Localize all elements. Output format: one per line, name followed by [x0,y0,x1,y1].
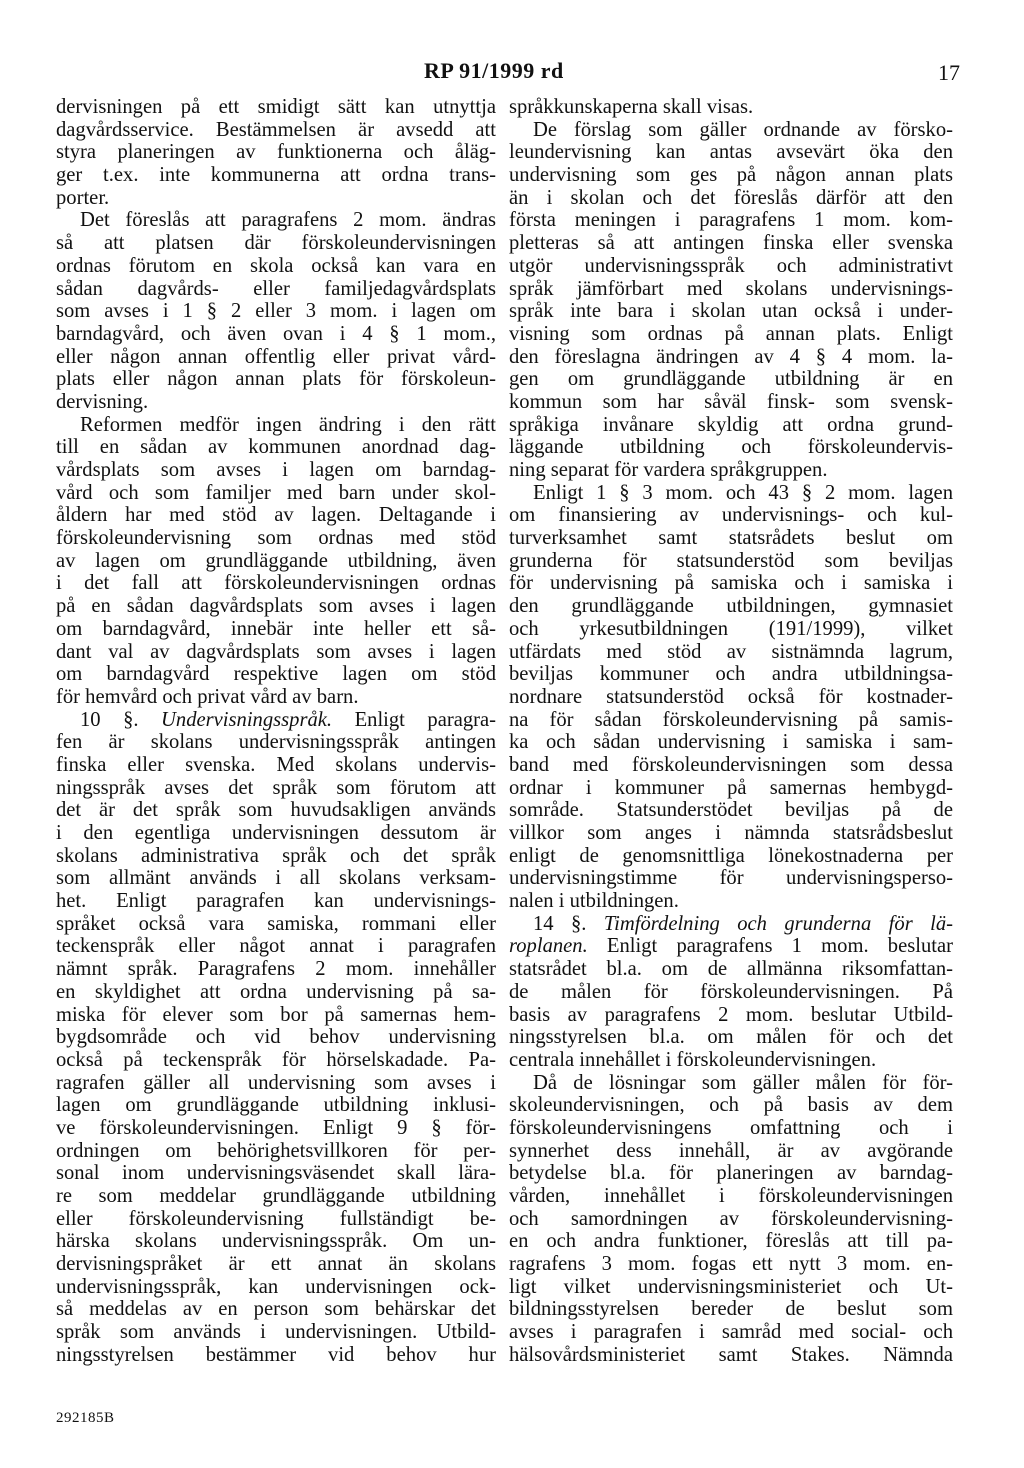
text-line: undervisningstimme för undervisningsperso- [509,867,953,890]
text-line: na för sådan förskoleundervisning på samis- [509,708,953,731]
line-text: Enligt paragrafens 1 mom. beslutar [587,935,953,958]
text-line: sådan dagvårds- eller familjedagvårdsplats [56,277,496,300]
right-text-column [509,96,953,1367]
text-line: dagvårdsservice. Bestämmelsen är avsedd att [56,118,496,141]
text-line: så meddelas av en person som behärskar det [56,1298,496,1321]
text-line: i det fall att förskoleundervisningen ordnas [56,572,496,595]
text-line: dervisningen på ett smidigt sätt kan utnyttja [56,96,496,118]
text-line: och samordningen av förskoleundervisning- [509,1207,953,1230]
text-line: pletteras så att antingen finska eller svenska [509,232,953,255]
text-line: åldern har med stöd av lagen. Deltagande i [56,504,496,527]
text-line: av lagen om grundläggande utbildning, även [56,549,496,572]
text-line: plats eller någon annan plats för förskoleun- [56,368,496,391]
text-line: synnerhet dess innehåll, är av avgörande [509,1139,953,1162]
text-line: en skyldighet att ordna undervisning på sa- [56,980,496,1003]
text-line: än i skolan och det föreslås därför att den [509,186,953,209]
line-text: Enligt paragra- [332,708,496,731]
text-line: barndagvård, och även ovan i 4 § 1 mom., [56,322,496,345]
text-line: porter. [56,186,110,209]
text-line: Enligt 1 § 3 mom. och 43 § 2 mom. lagen [533,481,953,504]
text-line: styra planeringen av funktionerna och åläg- [56,141,496,164]
line-text: 14 §. [533,912,604,935]
text-line: villkor som anges i nämnda statsrådsbeslut [509,822,953,844]
text-line: vård och som familjer med barn under skol- [56,481,496,504]
text-line: skolans administrativa språk och det språk [56,844,496,867]
text-line: en och andra funktioner, föreslås att till pa- [509,1230,953,1253]
text-line [509,913,953,936]
section-heading: Undervisningsspråk. [161,708,333,731]
text-line: till en sådan av kommunen anordnad dag- [56,436,496,459]
text-line: om finansiering av undervisnings- och kul- [509,504,953,527]
text-line: ningsspråk avses det språk som förutom att [56,776,496,799]
text-line: för hemvård och privat vård av barn. [56,685,359,708]
text-line: Reformen medför ingen ändring i den rätt [80,413,496,436]
text-line: de målen för förskoleundervisningen. På [509,980,953,1003]
text-line: om barndagvård respektive lagen om stöd [56,663,496,686]
text-line: nordnare statsunderstöd också för kostnader- [509,685,953,708]
text-line: sområde. Statsunderstödet beviljas på de [509,799,953,822]
text-line: språk inte bara i skolan utan också i under- [509,300,953,323]
text-line: centrala innehållet i förskoleundervisningen. [509,1048,877,1071]
text-line: De förslag som gäller ordnande av försko- [533,118,953,141]
text-line: vården, innehållet i förskoleundervisningen [509,1185,953,1207]
text-line: som allmänt används i all skolans verksam- [56,867,496,890]
text-line: på en sådan dagvårdsplats som avses i lagen [56,595,496,618]
text-line: undervisningsspråk, kan undervisningen ock- [56,1275,496,1298]
text-line: ka och sådan undervisning i samiska i sam- [509,731,953,754]
text-line: statsrådet bl.a. om de allmänna riksomfattan- [509,958,953,981]
text-line: det är det språk som huvudsakligen används [56,799,496,822]
text-line: band med förskoleundervisningen som dessa [509,753,953,776]
text-line: eller förskoleundervisning fullständigt be- [56,1207,496,1230]
text-line: kommun som har såväl finsk- som svensk- [509,390,953,413]
text-line: dant val av dagvårdsplats som avses i lagen [56,640,496,663]
text-line: ligt vilket undervisningsministeriet och Ut- [509,1275,953,1298]
text-line: utgör undervisningsspråk och administrativt [509,254,953,277]
text-line: ningsstyrelsen bl.a. om målen för och det [509,1026,953,1049]
text-line: nämnt språk. Paragrafens 2 mom. innehåller [56,958,496,981]
text-line: för undervisning på samiska och i samiska i [509,572,953,595]
text-line: dervisningspråket är ett annat än skolans [56,1253,496,1276]
text-line: ordnas förutom en skola också kan vara en [56,254,496,277]
text-line: bygdsområde och vid behov undervisning [56,1026,496,1049]
text-line: ger t.ex. inte kommunerna att ordna trans- [56,164,496,187]
text-line: Då de lösningar som gäller målen för för- [533,1071,953,1094]
text-line: förskoleundervisningens omfattning och i [509,1116,953,1139]
page-number: 17 [938,60,960,85]
text-line: vårdsplats som avses i lagen om barndag- [56,459,496,481]
text-line: förskoleundervisning som ordnas med stöd [56,527,496,550]
text-line: språkiga invånare skyldig att ordna grund- [509,413,953,436]
text-line: grunderna för statsunderstöd som beviljas [509,549,953,572]
page-header [0,58,1024,88]
text-line: som avses i 1 § 2 eller 3 mom. i lagen om [56,300,496,323]
text-line: undervisning som ges på någon annan plats [509,164,953,187]
text-line: utfärdats med stöd av sistnämnda lagrum, [509,640,953,663]
text-line: betydelse bl.a. för planeringen av barndag- [509,1162,953,1185]
text-line: språket också vara samiska, rommani eller [56,912,496,935]
text-line: den grundläggande utbildningen, gymnasiet [509,595,953,618]
text-line: ragrafen gäller all undervisning som avses i [56,1071,496,1094]
text-line: den föreslagna ändringen av 4 § 4 mom. la- [509,345,953,368]
text-line: teckenspråk eller något annat i paragrafen [56,935,496,958]
text-line: ragrafens 3 mom. fogas ett nytt 3 mom. en- [509,1253,953,1276]
text-line: visning som ordnas på annan plats. Enligt [509,322,953,345]
text-line: het. Enligt paragrafen kan undervisnings- [56,890,496,913]
text-line: i den egentliga undervisningen dessutom är [56,822,496,844]
text-line: basis av paragrafens 2 mom. beslutar Utbild- [509,1003,953,1026]
text-line: skoleundervisningen, och på basis av dem [509,1094,953,1117]
text-line: ordnar i kommuner på samernas hembygd- [509,776,953,799]
text-line [56,709,496,732]
text-line: sonal inom undervisningsväsendet skall lära- [56,1162,496,1185]
text-line: lagen om grundläggande utbildning inklusi- [56,1094,496,1117]
text-line: nalen i utbildningen. [509,890,679,913]
text-line: finska eller svenska. Med skolans undervis- [56,753,496,776]
text-line: dervisning. [56,390,149,413]
text-line: ning separat för vardera språkgruppen. [509,459,828,481]
text-line: läggande utbildning och förskoleundervis- [509,436,953,459]
text-line: fen är skolans undervisningsspråk antingen [56,731,496,754]
text-line: leundervisning kan antas avsevärt öka den [509,141,953,164]
text-line: språkkunskaperna skall visas. [509,96,754,118]
text-line: ningsstyrelsen bestämmer vid behov hur [56,1343,496,1366]
text-line: om barndagvård, innebär inte heller ett så- [56,617,496,640]
text-line: avses i paragrafen i samråd med social- och [509,1321,953,1344]
text-line: miska för elever som bor på samernas hem- [56,1003,496,1026]
text-line: första meningen i paragrafens 1 mom. kom- [509,209,953,232]
text-line: härska skolans undervisningsspråk. Om un- [56,1230,496,1253]
line-text: 10 §. [80,708,162,731]
text-line: eller någon annan offentlig eller privat vård- [56,345,496,368]
text-line: gen om grundläggande utbildning är en [509,368,953,391]
text-line: också på teckenspråk för hörselskadade. Pa- [56,1048,496,1071]
text-line: ordningen om behörighetsvillkoren för per- [56,1139,496,1162]
text-line: språk jämförbart med skolans undervisnings- [509,277,953,300]
text-line: bildningsstyrelsen bereder de beslut som [509,1298,953,1321]
section-heading: roplanen. [509,935,588,958]
section-heading: Timfördelning och grunderna för lä- [603,912,953,935]
text-line: och yrkesutbildningen (191/1999), vilket [509,617,953,640]
text-line: enligt de genomsnittliga lönekostnaderna per [509,844,953,867]
text-line: så att platsen där förskoleundervisningen [56,232,496,255]
text-line: ve förskoleundervisningen. Enligt 9 § för- [56,1116,496,1139]
text-line: beviljas kommuner och andra utbildningsa- [509,663,953,686]
text-line: hälsovårdsministeriet samt Stakes. Nämnda [509,1343,953,1366]
text-line: språk som används i undervisningen. Utbild- [56,1321,496,1344]
text-line [509,935,953,958]
document-reference: RP 91/1999 rd [424,58,564,83]
print-code: 292185B [56,1410,115,1426]
text-line: Det föreslås att paragrafens 2 mom. ändras [80,209,496,232]
text-line: turverksamhet samt statsrådets beslut om [509,527,953,550]
text-line: re som meddelar grundläggande utbildning [56,1185,496,1207]
left-text-column [56,96,496,1367]
